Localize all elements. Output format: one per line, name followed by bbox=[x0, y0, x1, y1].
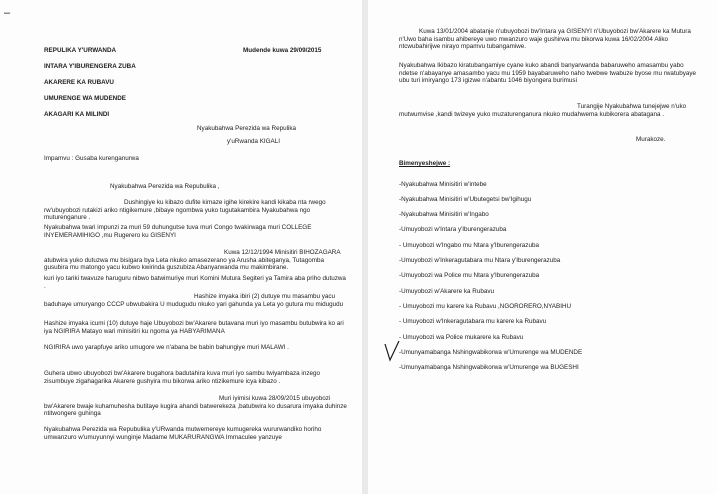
paragraph-8: Guhera ubwo ubuyobozi bw'Akarere bugahora badutahira kuva muri iyo sambu twiyambaza inzego zisumbuye zigahagarika Akarere gushyira mu bikorwa ariko ntizikemure icya kibazo . bbox=[44, 370, 320, 385]
copy-item: - Umuyobozi w'Ingabo mu Ntara y'Iburengerazuba bbox=[399, 242, 539, 249]
copy-item: -Nyakubahwa Minisitiri w'intebe bbox=[399, 181, 487, 188]
copy-item: -Umunyamabanga Nshingwabikorwa w'Umurenge wa BUGESHI bbox=[399, 364, 579, 371]
header-line-3: AKARERE KA RUBAVU bbox=[44, 79, 114, 86]
letter-page-2 bbox=[368, 0, 717, 494]
paragraph-2: Nyakubahwa twari impunzi za muri 59 duhungutse tuva muri Congo twakirwaga muri COLLEGE INYEMERAMIHIGO ,mu Rugerero ku GISENYI bbox=[44, 224, 312, 239]
letter-date: Mudende kuwa 29/09/2015 bbox=[243, 47, 322, 54]
check-mark-icon bbox=[384, 340, 400, 362]
copy-item: - Umuyobozi wa Police mukarere ka Rubavu bbox=[399, 334, 524, 341]
copy-item: -Nyakubahwa Minisitiri w'Ubutegetsi bw'Igihugu bbox=[399, 196, 532, 203]
paragraph-5: Hashize imyaka ibiri (2) dutuye mu masambu yacu baduhaye umuryango CCCP ubwubakira U mudugudu nkuko yari gahunda ya Leta yo gutura mu midugudu bbox=[44, 293, 344, 308]
closing: Murakoze. bbox=[636, 136, 666, 143]
copy-heading: Bimenyeshejwe : bbox=[399, 160, 451, 167]
paragraph-9: Muri iyimisi kuwa 28/09/2015 ubuyobozi bw'Akarere bwaje kuhamuhesha butitaye kugira ahandi batwerekeza ,batubwira ko dusarura imyaka duhinze ntitwongere guhinga bbox=[44, 395, 347, 417]
header-line-2: INTARA Y'IBURENGERA ZUBA bbox=[44, 63, 136, 70]
header-line-1: REPULIKA Y'URWANDA bbox=[44, 47, 117, 54]
copy-item: - Umuyobozi w'Inkeragutabara mu karere ka Rubavu bbox=[399, 318, 547, 325]
recipient-line-1: Nyakubahwa Perezida wa Repulika bbox=[197, 125, 297, 132]
copy-item: - Umuyobozi mu karere ka Rubavu ,NGORORERO,NYABIHU bbox=[399, 303, 572, 310]
paragraph-3: Kuwa 12/12/1994 Minisitiri BIHOZAGARA atubwira yuko dutuzwa mu bisigara bya Leta nkuko amasezerano ya Arusha abiteganya, Tutagomba gusubira mu matongo yacu kubwo kwirinda guszubiza Abanyarwanda mu makimbirane. bbox=[44, 249, 341, 271]
letter-salutation: Nyakubahwa Perezida wa Repubulika , bbox=[110, 183, 220, 190]
continuation-1: Kuwa 13/01/2004 abatanje n'ubuyobozi bw'Intara ya GISENYI n'Ubuyobozi bw'Akarere ka Mutura n'Uwo baha isambu ahibereye uwo mwanzuro waje gushirwa mu bikorwa kuwa 16/02/2004 Aliko ntcwubahirijwe nirayo mpamvu tubangamiwe. bbox=[399, 28, 691, 50]
copy-item: -Umuyobozi wa Police mu Ntara y'Iburengerazuba bbox=[399, 272, 540, 279]
paragraph-10: Nyakubahwa Perezida wa Repubulika y'URwanda mutwemereye kumugereka wururwandiko horiho umwanzuro w'umuyunnyi wunginje Madame MUKARURANGWA Immaculee yanzuye bbox=[44, 426, 322, 441]
paragraph-7: NGIRIRA uwo yarapfuye ariko umugore we n'abana be babin bahungiye muri MALAWI . bbox=[44, 344, 289, 351]
letter-subject: Impamvu : Gusaba kurenganurwa bbox=[44, 155, 139, 162]
recipient-line-2: y'uRwanda KIGALI bbox=[227, 138, 281, 145]
copy-item: -Umuyobozi w'Akarere ka Rubavu bbox=[399, 288, 494, 295]
copy-item: -Nyakubahwa Minisitiri w'Ingabo bbox=[399, 211, 489, 218]
header-line-5: AKAGARI KA MILINDI bbox=[44, 111, 110, 118]
continuation-2: Nyakubahwa Ikibazo kiratubangamiye cyane kuko abandi banyarwanda babaruweho amasambu yabo ndetse n'abayanye amasambo yacu mu 1959 bayabaruweho naho twebwe twabuze byose mu rwatubyaye ubu turi imiryango 173 igizwe n'abantu 1046 biyongera burimusi bbox=[399, 62, 696, 84]
copy-item: -Umuyobozi w'Intara y'Iburengerazuba bbox=[399, 226, 507, 233]
paragraph-6: Hashize imyaka icumi (10) dutuye haje Ubuyobozi bw'Akarere butavana muri iyo masambu butubwira ko ari iya NGIRIRA Matayo wari minisitiri ku ngoma ya HABYARIMANA bbox=[44, 320, 344, 335]
continuation-3: Turangije Nyakubahwa tunejejwe n'uko mutwumvise ,kandi twizeye yuko muzaturenganura nkuko mudahwema kubikorera abatagana . bbox=[399, 103, 687, 118]
copy-item: -Umuyobozi w'Inkeragutabara mu Ntara y'Iburengerazuba bbox=[399, 257, 561, 264]
paragraph-1: Dushingiye ku kibazo dufite kimaze igihe kirekire kandi kikaba nta rwego rw'ubuyobozi rutakizi ariko ntigikemure ,bibaye ngombwa yuko tugutakambira Nyakubahwa ngo muturenganure . bbox=[44, 199, 326, 221]
paragraph-4: kuri iyo tariki twavuze haruguru nibwo batwimuriye muri Komini Mutura Segiteri ya Tamira aba priho dutuzwa . bbox=[44, 275, 346, 290]
copy-item: -Umunyamabanga Nshingwabikorwa w'Umurenge wa MUDENDE bbox=[399, 349, 583, 356]
margin-mark: – bbox=[4, 7, 11, 19]
header-line-4: UMURENGE WA MUDENDE bbox=[44, 95, 126, 102]
